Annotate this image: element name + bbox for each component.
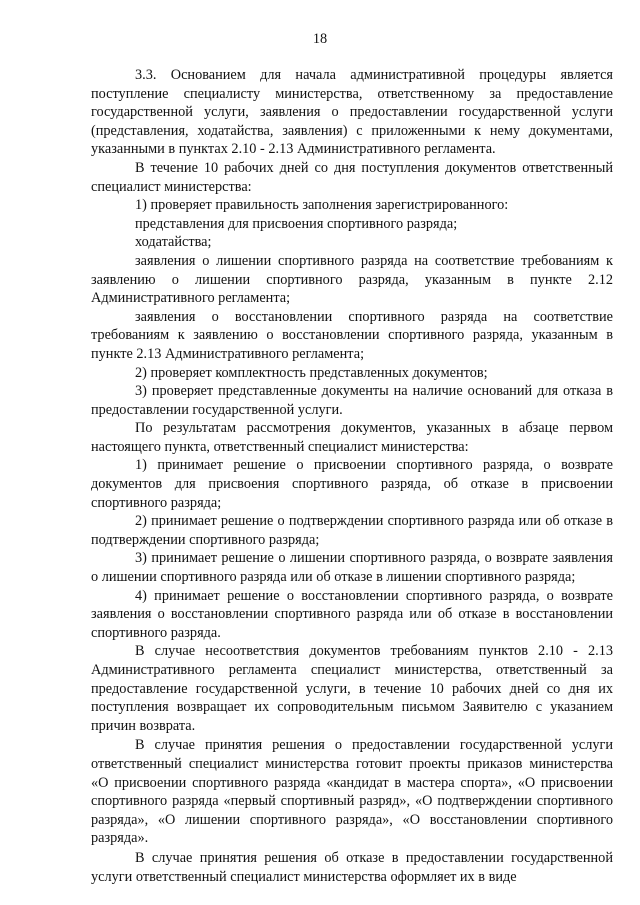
list-item: ходатайства; bbox=[135, 234, 212, 251]
page-number: 18 bbox=[312, 31, 328, 47]
paragraph: По результатам рассмотрения документов, указанных в абзаце первом настоящего пункта, ответственный специалист министерства: bbox=[91, 420, 613, 455]
list-item: 4) принимает решение о восстановлении спортивного разряда, о возврате заявления о восстановлении спортивного разряда или об отказе в восстановлении спортивного разряда. bbox=[91, 587, 613, 641]
list-item: 3) проверяет представленные документы на наличие оснований для отказа в предоставлении государственной услуги. bbox=[91, 383, 613, 418]
paragraph: В случае принятия решения об отказе в предоставлении государственной услуги ответственный специалист министерства оформляет их в виде bbox=[91, 849, 613, 885]
list-item: 1) принимает решение о присвоении спортивного разряда, о возврате документов для присвоения спортивного разряда, об отказе в присвоении спортивного разряда; bbox=[91, 457, 613, 511]
paragraph: В случае несоответствия документов требованиям пунктов 2.10 - 2.13 Административного регламента специалист министерства, ответственный за предоставление государственной услуги, в течение 10 рабочих дней со дня их поступления возвращает их сопроводительным письмом Заявителю с указанием причин возврата. bbox=[91, 643, 613, 734]
list-item: 2) проверяет комплектность представленных документов; bbox=[135, 364, 488, 381]
list-item: заявления о восстановлении спортивного разряда на соответствие требованиям к заявлению о восстановлении спортивного разряда, указанным в пункте 2.13 Административного регламента; bbox=[91, 308, 613, 362]
paragraph: 3.3. Основанием для начала административной процедуры является поступление специалисту министерства, ответственному за предоставление государственной услуги, заявления о предоставлении государственной услуги (представления, ходатайства, заявления) с приложенными к нему документами, указанными в пунктах 2.10 - 2.13 Административного регламента. bbox=[91, 67, 613, 158]
list-item: заявления о лишении спортивного разряда на соответствие требованиям к заявлению о лишении спортивного разряда, указанным в пункте 2.12 Административного регламента; bbox=[91, 252, 613, 307]
paragraph: В течение 10 рабочих дней со дня поступления документов ответственный специалист министерства: bbox=[91, 159, 613, 195]
list-item: 1) проверяет правильность заполнения зарегистрированного: bbox=[135, 197, 509, 214]
document-body bbox=[91, 66, 613, 886]
paragraph: В случае принятия решения о предоставлении государственной услуги ответственный специалист министерства готовит проекты приказов министерства «О присвоении спортивного разряда «кандидат в мастера спорта», «О присвоении спортивного разряда «первый спортивный разряд», «О подтверждении спортивного разряда», «О лишении спортивного разряда», «О восстановлении спортивного разряда». bbox=[91, 737, 613, 847]
list-item: 2) принимает решение о подтверждении спортивного разряда или об отказе в подтверждении спортивного разряда; bbox=[91, 513, 613, 548]
list-item: представления для присвоения спортивного разряда; bbox=[135, 215, 458, 232]
list-item: 3) принимает решение о лишении спортивного разряда, о возврате заявления о лишении спортивного разряда или об отказе в лишении спортивного разряда; bbox=[91, 550, 613, 586]
